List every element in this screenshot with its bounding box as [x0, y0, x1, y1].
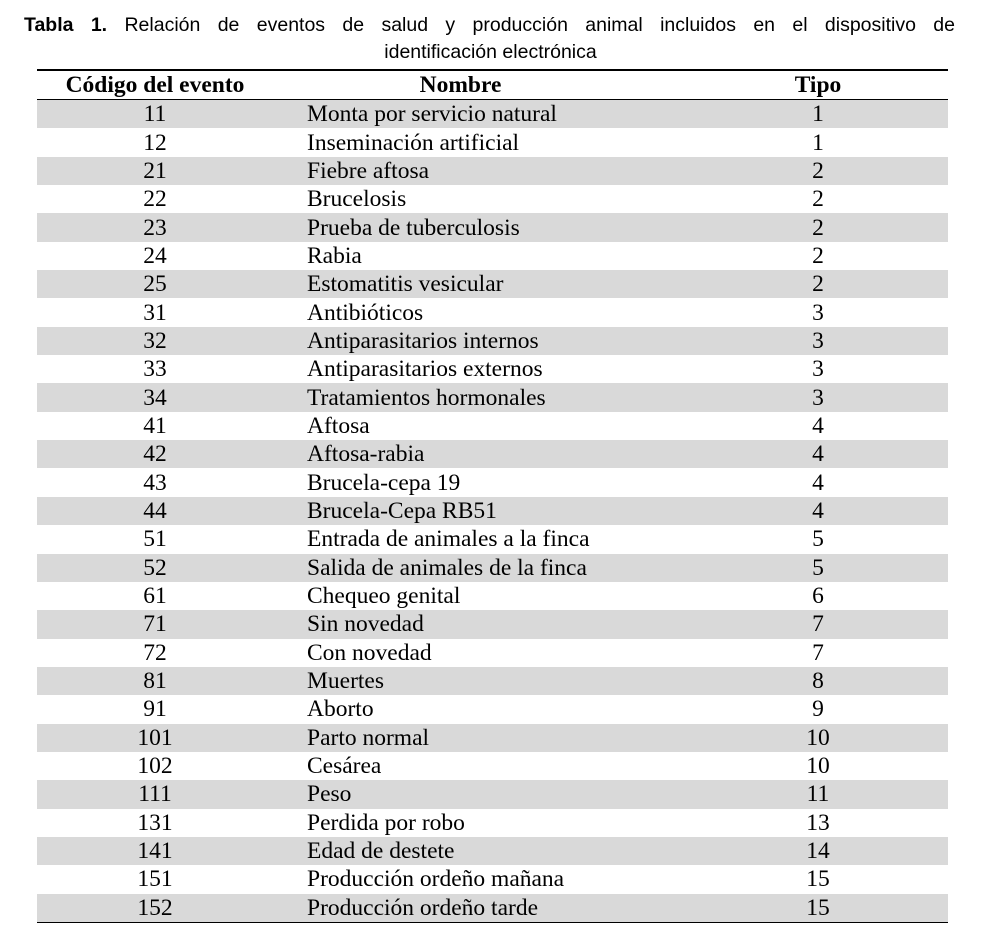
cell-code: 141 [37, 837, 273, 865]
cell-name: Peso [273, 780, 688, 808]
table-row [37, 582, 948, 610]
table-row [37, 695, 948, 723]
cell-type: 6 [812, 583, 824, 610]
cell-code: 102 [137, 753, 173, 780]
cell-type: 3 [688, 327, 948, 355]
cell-type: 4 [688, 440, 948, 468]
cell-type: 2 [688, 157, 948, 185]
cell-name: Sin novedad [273, 610, 688, 638]
cell-type: 1 [688, 100, 948, 129]
table-row [37, 327, 948, 355]
cell-code: 51 [143, 526, 167, 553]
table-row [37, 724, 948, 752]
cell-code: 34 [37, 383, 273, 411]
cell-name: Brucela-Cepa RB51 [273, 497, 688, 525]
cell-name: Perdida por robo [307, 809, 465, 836]
cell-name: Inseminación artificial [307, 129, 520, 156]
table-row [37, 157, 948, 185]
header-row [37, 70, 948, 100]
cell-type: 14 [688, 837, 948, 865]
cell-type: 13 [806, 809, 830, 836]
cell-type: 9 [812, 696, 824, 723]
cell-type: 2 [688, 213, 948, 241]
cell-code: 22 [143, 186, 167, 213]
table-row [37, 809, 948, 837]
cell-code: 41 [143, 412, 167, 439]
cell-type: 2 [812, 242, 824, 269]
cell-code: 111 [37, 780, 273, 808]
cell-code: 71 [37, 610, 273, 638]
table-row [37, 894, 948, 923]
cell-code: 44 [37, 497, 273, 525]
cell-type: 4 [812, 412, 824, 439]
cell-type: 10 [688, 724, 948, 752]
cell-code: 81 [37, 667, 273, 695]
table-row [37, 468, 948, 496]
table-row [37, 242, 948, 270]
table-row [37, 752, 948, 780]
cell-code: 151 [137, 866, 173, 893]
table-row [37, 270, 948, 298]
cell-name: Brucela-cepa 19 [307, 469, 461, 496]
cell-name: Antiparasitarios internos [273, 327, 688, 355]
table-row [37, 128, 948, 156]
cell-code: 52 [37, 554, 273, 582]
cell-name: Tratamientos hormonales [273, 383, 688, 411]
cell-type: 4 [812, 469, 824, 496]
table-row [37, 213, 948, 241]
table-row [37, 525, 948, 553]
table-row [37, 497, 948, 525]
table-row [37, 298, 948, 326]
table-row [37, 383, 948, 411]
cell-code: 101 [37, 724, 273, 752]
cell-type: 11 [688, 780, 948, 808]
cell-code: 25 [37, 270, 273, 298]
cell-type: 4 [688, 497, 948, 525]
caption-line-1: Relación de eventos de salud y producción animal incluidos en el dispositivo de [124, 14, 955, 36]
cell-code: 42 [37, 440, 273, 468]
cell-name: Rabia [307, 242, 362, 269]
cell-name: Monta por servicio natural [273, 100, 688, 129]
table-row [37, 412, 948, 440]
header-type: Tipo [688, 70, 948, 100]
table-row [37, 185, 948, 213]
cell-type: 3 [812, 299, 824, 326]
caption-label: Tabla 1. [24, 14, 108, 36]
cell-code: 131 [137, 809, 173, 836]
cell-code: 24 [143, 242, 167, 269]
cell-type: 15 [688, 894, 948, 923]
cell-name: Antibióticos [307, 299, 424, 326]
cell-type: 3 [688, 383, 948, 411]
cell-name: Prueba de tuberculosis [273, 213, 688, 241]
cell-name: Antiparasitarios externos [307, 356, 543, 383]
caption-line-2: identificación electrónica [384, 41, 597, 63]
cell-code: 12 [143, 129, 167, 156]
table-row [37, 355, 948, 383]
cell-name: Parto normal [273, 724, 688, 752]
cell-type: 3 [812, 356, 824, 383]
cell-code: 21 [37, 157, 273, 185]
table-row [37, 100, 948, 129]
cell-type: 1 [812, 129, 824, 156]
cell-name: Edad de destete [273, 837, 688, 865]
table-caption [0, 12, 981, 66]
cell-code: 91 [143, 696, 167, 723]
table-row [37, 780, 948, 808]
cell-code: 31 [143, 299, 167, 326]
cell-name: Fiebre aftosa [273, 157, 688, 185]
cell-name: Cesárea [307, 753, 382, 780]
cell-name: Entrada de animales a la finca [307, 526, 590, 553]
cell-type: 2 [688, 270, 948, 298]
table-row [37, 865, 948, 893]
table-row [37, 639, 948, 667]
table-row [37, 610, 948, 638]
cell-name: Aftosa-rabia [273, 440, 688, 468]
table-row [37, 667, 948, 695]
cell-type: 7 [688, 610, 948, 638]
cell-type: 2 [812, 186, 824, 213]
cell-code: 23 [37, 213, 273, 241]
cell-name: Salida de animales de la finca [273, 554, 688, 582]
table-row [37, 440, 948, 468]
cell-type: 8 [688, 667, 948, 695]
cell-code: 11 [37, 100, 273, 129]
cell-name: Aborto [307, 696, 374, 723]
cell-name: Producción ordeño mañana [307, 866, 565, 893]
cell-code: 43 [143, 469, 167, 496]
cell-code: 32 [37, 327, 273, 355]
cell-code: 61 [143, 583, 167, 610]
header-code: Código del evento [37, 70, 273, 100]
cell-name: Muertes [273, 667, 688, 695]
cell-type: 7 [812, 639, 824, 666]
cell-name: Brucelosis [307, 186, 407, 213]
cell-type: 15 [806, 866, 830, 893]
cell-name: Chequeo genital [307, 583, 461, 610]
cell-type: 10 [806, 753, 830, 780]
cell-code: 72 [143, 639, 167, 666]
table-row [37, 837, 948, 865]
cell-code: 152 [37, 894, 273, 923]
cell-type: 5 [812, 526, 824, 553]
header-name: Nombre [273, 70, 688, 100]
events-table [37, 69, 948, 923]
cell-name: Aftosa [307, 412, 370, 439]
cell-code: 33 [143, 356, 167, 383]
cell-name: Con novedad [307, 639, 432, 666]
cell-name: Estomatitis vesicular [273, 270, 688, 298]
cell-type: 5 [688, 554, 948, 582]
cell-name: Producción ordeño tarde [273, 894, 688, 923]
table-row [37, 554, 948, 582]
